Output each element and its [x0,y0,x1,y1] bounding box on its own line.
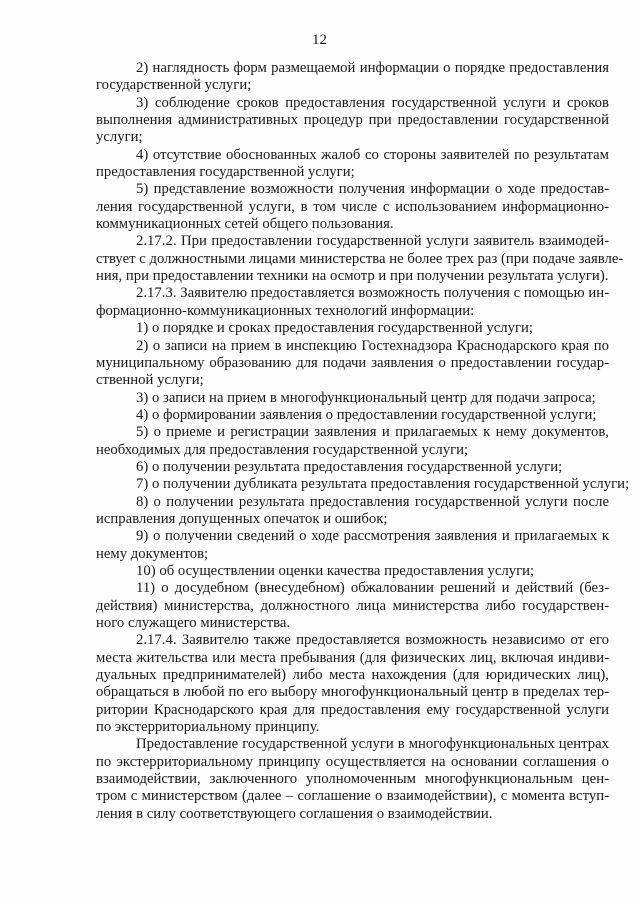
text-line: предоставления государственной услуги; [96,164,355,181]
text-line: услуги; [96,129,143,146]
text-line: ственной услуги; [96,372,204,389]
text-line: 3) соблюдение сроков предоставления государственной услуги и сроков [136,94,609,111]
text-line: выполнения административных процедур при предоставлении государственной [96,112,609,129]
text-line: 3) о записи на прием в многофункциональный центр для подачи запроса; [136,389,596,406]
document-body [96,60,630,823]
text-line: ствует с должностными лицами министерства не более трех раз (при подаче заявле- [96,250,624,267]
text-line: ления в силу соответствующего соглашения о взаимодействии. [96,805,493,822]
text-line: действия) министерства, должностного лица министерства либо государствен- [96,597,609,614]
text-line: Предоставление государственной услуги в многофункциональных центрах [136,736,609,753]
text-line: формационно-коммуникационных технологий информации: [96,302,475,319]
text-line: 7) о получении дубликата результата предоставления государственной услуги; [136,476,630,493]
page-number: 12 [312,32,327,48]
text-line: дуальных предпринимателей) либо места нахождения (для юридических лиц), [96,667,609,684]
text-line: 6) о получении результата предоставления государственной услуги; [136,458,563,475]
text-line: нему документов; [96,545,209,562]
text-line: обращаться в любой по его выбору многофункциональный центр в пределах тер- [96,684,609,701]
text-line: 4) о формировании заявления о предоставлении государственной услуги; [136,406,597,423]
text-line: 10) об осуществлении оценки качества предоставления услуги; [136,562,535,579]
text-line: 8) о получении результата предоставления государственной услуги после [136,493,609,510]
text-line: исправления допущенных опечаток и ошибок; [96,510,388,527]
text-line: 11) о досудебном (внесудебном) обжаловании решений и действий (без- [136,580,609,597]
text-line: взаимодействии, заключенного уполномоченным многофункциональным цен- [96,771,609,788]
text-line: ления государственной услуги, в том числе с использованием информационно- [96,198,609,215]
text-line: 5) представление возможности получения информации о ходе предостав- [136,181,609,198]
text-line: государственной услуги; [96,77,252,94]
text-line: необходимых для предоставления государственной услуги; [96,441,469,458]
text-line: по экстерриториальному принципу. [96,719,320,736]
text-line: ния, при предоставлении техники на осмотр и при получении результата услуги). [96,268,609,285]
text-line: ритории Краснодарского края для предоставления ему государственной услуги [96,701,609,718]
text-line: 5) о приеме и регистрации заявления и прилагаемых к нему документов, [136,424,609,441]
text-line: места жительства или места пребывания (для физических лиц, включая индиви- [96,649,609,666]
text-line: по экстерриториальному принципу осуществляется на основании соглашения о [96,753,609,770]
text-line: 2.17.2. При предоставлении государственной услуги заявитель взаимодей- [136,233,609,250]
text-line: 2.17.4. Заявителю также предоставляется возможность независимо от его [136,632,609,649]
text-line: тром с министерством (далее – соглашение о взаимодействии), с момента вступ- [96,788,609,805]
text-line: 2) наглядность форм размещаемой информации о порядке предоставления [136,60,609,76]
text-line: ного служащего министерства. [96,615,291,631]
text-line: муниципальному образованию для подачи заявления о предоставлении государ- [96,354,609,371]
text-line: 1) о порядке и сроках предоставления государственной услуги; [136,320,533,337]
text-line: коммуникационных сетей общего пользования. [96,216,394,233]
text-line: 2.17.3. Заявителю предоставляется возможность получения с помощью ин- [136,285,609,302]
text-line: 9) о получении сведений о ходе рассмотрения заявления и прилагаемых к [136,528,609,545]
text-line: 4) отсутствие обоснованных жалоб со стороны заявителей по результатам [136,146,609,163]
text-line: 2) о записи на прием в инспекцию Гостехнадзора Краснодарского края по [136,337,609,354]
